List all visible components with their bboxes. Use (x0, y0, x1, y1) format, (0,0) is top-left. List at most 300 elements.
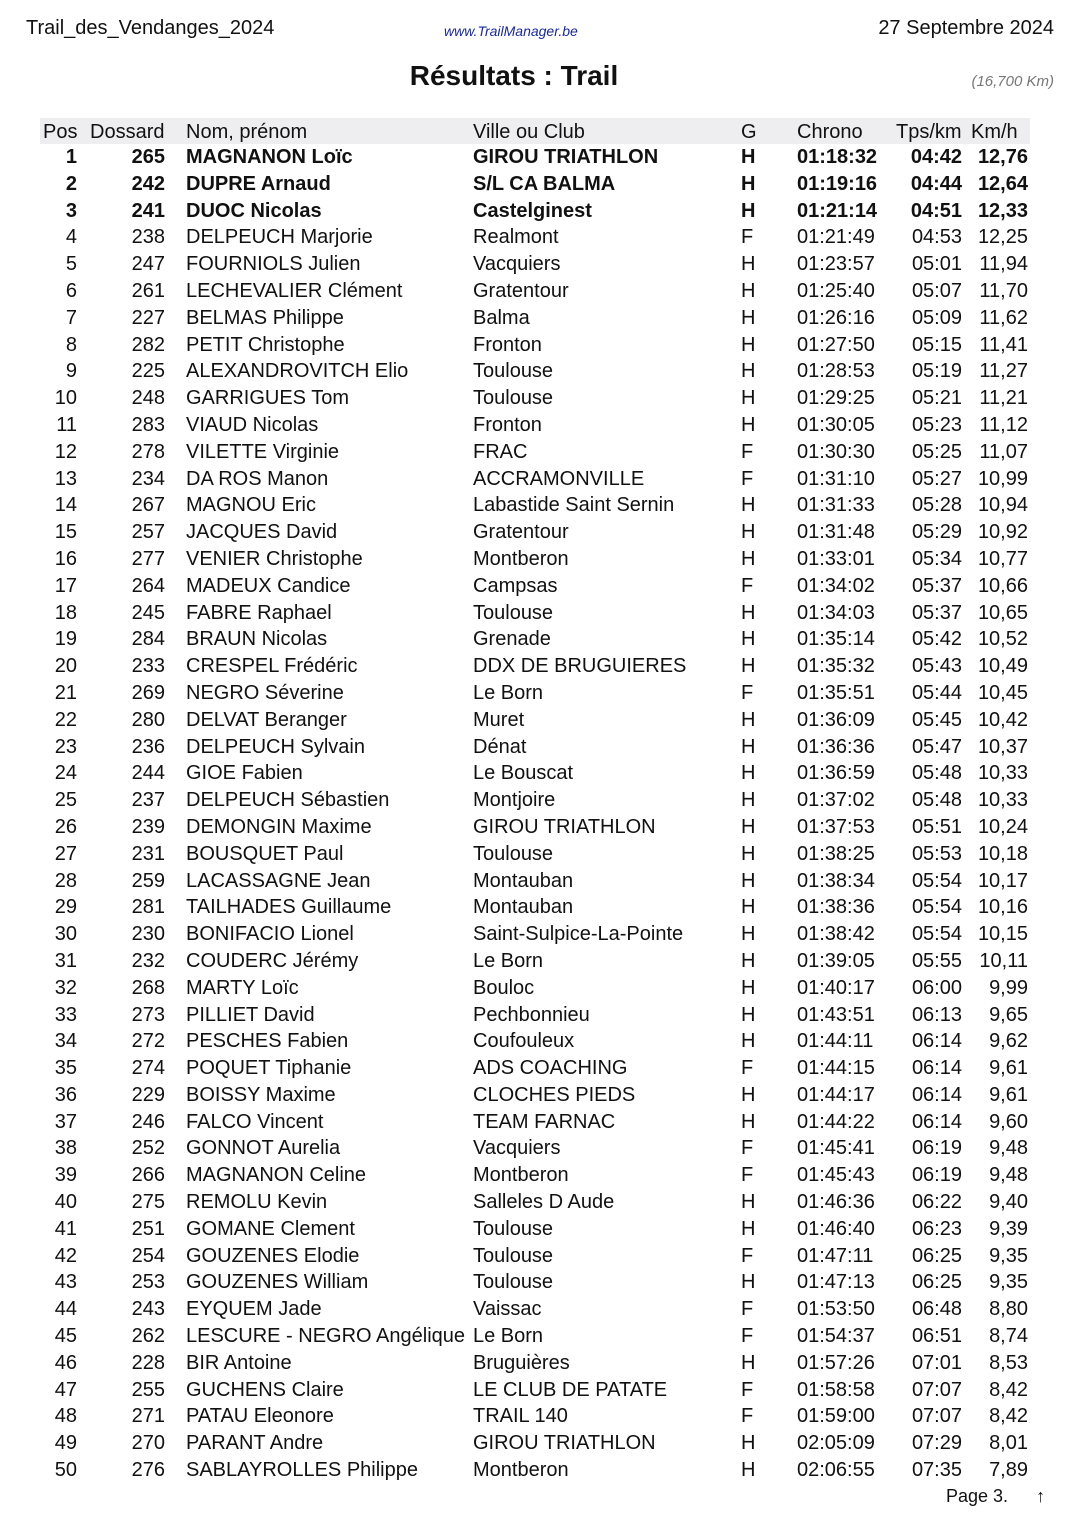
cell-kmh: 8,42 (989, 1405, 1028, 1428)
table-row (40, 1350, 1030, 1377)
table-row (40, 1403, 1030, 1430)
cell-ville: CLOCHES PIEDS (473, 1083, 636, 1106)
cell-dossard: 267 (131, 494, 165, 517)
event-name: Trail_des_Vendanges_2024 (26, 17, 275, 39)
cell-genre: F (741, 1137, 754, 1160)
cell-nom: CRESPEL Frédéric (186, 655, 358, 678)
cell-nom: GUCHENS Claire (186, 1378, 344, 1401)
cell-kmh: 10,45 (977, 681, 1028, 704)
cell-ville: Toulouse (473, 360, 554, 383)
cell-kmh: 10,37 (977, 735, 1028, 758)
cell-dossard: 272 (131, 1030, 165, 1053)
cell-dossard: 242 (131, 172, 165, 195)
table-row (40, 1055, 1030, 1082)
table-row (40, 1243, 1030, 1270)
table-row (40, 1323, 1030, 1350)
cell-nom: GOUZENES William (186, 1271, 369, 1294)
page-number: Page 3. (946, 1486, 1009, 1506)
cell-genre: H (741, 333, 756, 356)
cell-tps-km: 05:09 (911, 306, 962, 329)
cell-tps-km: 05:37 (911, 574, 962, 597)
cell-genre: F (741, 681, 754, 704)
cell-chrono: 01:38:42 (797, 923, 875, 946)
cell-chrono: 01:27:50 (797, 333, 875, 356)
cell-chrono: 01:26:16 (797, 306, 875, 329)
cell-ville: Montberon (473, 1164, 569, 1187)
cell-genre: H (741, 253, 756, 276)
page-title: Résultats : Trail (409, 60, 619, 91)
cell-ville: Montauban (473, 869, 574, 892)
cell-kmh: 10,66 (977, 574, 1028, 597)
cell-dossard: 237 (131, 789, 165, 812)
cell-tps-km: 05:42 (911, 628, 962, 651)
cell-tps-km: 07:29 (911, 1432, 962, 1455)
cell-ville: Campsas (473, 574, 558, 597)
cell-pos: 20 (54, 655, 77, 678)
cell-kmh: 10,92 (977, 521, 1028, 544)
table-row (40, 439, 1030, 466)
cell-ville: Realmont (473, 226, 559, 249)
cell-chrono: 01:44:15 (797, 1057, 875, 1080)
cell-pos: 40 (54, 1191, 77, 1214)
cell-kmh: 9,48 (989, 1164, 1028, 1187)
cell-tps-km: 05:55 (911, 949, 962, 972)
cell-kmh: 9,61 (989, 1057, 1028, 1080)
table-row (40, 198, 1030, 225)
cell-dossard: 243 (131, 1298, 165, 1321)
cell-nom: JACQUES David (186, 521, 338, 544)
cell-pos: 49 (54, 1432, 77, 1455)
table-row (40, 278, 1030, 305)
cell-pos: 1 (65, 146, 77, 168)
table-row (40, 305, 1030, 332)
cell-tps-km: 05:48 (911, 762, 962, 785)
cell-pos: 50 (54, 1459, 77, 1482)
cell-ville: Vaissac (473, 1298, 542, 1321)
table-row (40, 1002, 1030, 1029)
table-row (40, 144, 1030, 171)
cell-chrono: 01:43:51 (797, 1003, 875, 1026)
cell-chrono: 02:06:55 (797, 1459, 875, 1482)
table-row (40, 707, 1030, 734)
cell-ville: Toulouse (473, 1244, 554, 1267)
cell-dossard: 274 (131, 1057, 165, 1080)
cell-nom: PETIT Christophe (186, 333, 345, 356)
cell-ville: LE CLUB DE PATATE (473, 1378, 668, 1401)
cell-chrono: 01:36:59 (797, 762, 875, 785)
cell-kmh: 8,53 (989, 1351, 1028, 1374)
table-row (40, 1162, 1030, 1189)
cell-pos: 45 (54, 1325, 77, 1348)
cell-ville: Gratentour (473, 521, 569, 544)
cell-nom: BRAUN Nicolas (186, 628, 328, 651)
cell-dossard: 236 (131, 735, 165, 758)
cell-nom: PARANT Andre (186, 1432, 324, 1455)
cell-pos: 23 (54, 735, 77, 758)
cell-kmh: 8,42 (989, 1378, 1028, 1401)
cell-pos: 2 (65, 172, 77, 195)
table-row (40, 466, 1030, 493)
cell-pos: 29 (54, 896, 77, 919)
cell-kmh: 10,11 (979, 949, 1028, 972)
cell-kmh: 11,41 (979, 333, 1028, 356)
cell-pos: 5 (65, 253, 77, 276)
cell-ville: Fronton (473, 333, 542, 356)
col-chrono: Chrono (797, 121, 863, 143)
cell-dossard: 281 (131, 896, 165, 919)
col-tps-km: Tps/km (896, 121, 962, 143)
cell-dossard: 245 (131, 601, 165, 624)
cell-nom: LECHEVALIER Clément (186, 279, 403, 302)
cell-tps-km: 06:14 (911, 1083, 962, 1106)
cell-ville: Gratentour (473, 279, 569, 302)
cell-genre: F (741, 1244, 754, 1267)
cell-chrono: 01:19:16 (797, 172, 878, 195)
cell-pos: 11 (56, 413, 77, 436)
race-distance: (16,700 Km) (971, 73, 1054, 90)
table-body (40, 144, 1030, 1484)
cell-genre: H (741, 547, 756, 570)
cell-nom: DUOC Nicolas (186, 199, 322, 222)
cell-ville: Balma (473, 306, 530, 329)
cell-chrono: 01:58:58 (797, 1378, 875, 1401)
cell-ville: Toulouse (473, 1271, 554, 1294)
cell-nom: LACASSAGNE Jean (186, 869, 371, 892)
table-row (40, 734, 1030, 761)
cell-dossard: 227 (131, 306, 165, 329)
cell-tps-km: 07:07 (911, 1378, 962, 1401)
cell-tps-km: 06:13 (911, 1003, 962, 1026)
cell-tps-km: 05:15 (911, 333, 962, 356)
table-row (40, 1109, 1030, 1136)
cell-chrono: 01:31:48 (797, 521, 875, 544)
cell-nom: VENIER Christophe (186, 547, 363, 570)
cell-chrono: 01:38:36 (797, 896, 875, 919)
cell-nom: BONIFACIO Lionel (186, 923, 354, 946)
table-row (40, 948, 1030, 975)
cell-tps-km: 06:51 (911, 1325, 962, 1348)
cell-ville: Pechbonnieu (473, 1003, 590, 1026)
cell-tps-km: 05:34 (911, 547, 962, 570)
cell-chrono: 01:38:34 (797, 869, 875, 892)
cell-nom: MAGNOU Eric (186, 494, 316, 517)
cell-ville: ACCRAMONVILLE (473, 467, 645, 490)
cell-tps-km: 05:28 (911, 494, 962, 517)
cell-dossard: 270 (131, 1432, 165, 1455)
cell-nom: DA ROS Manon (186, 467, 329, 490)
cell-chrono: 01:29:25 (797, 387, 875, 410)
cell-dossard: 277 (131, 547, 165, 570)
cell-chrono: 02:05:09 (797, 1432, 875, 1455)
cell-dossard: 264 (131, 574, 165, 597)
cell-dossard: 278 (131, 440, 165, 463)
table-row (40, 492, 1030, 519)
col-pos: Pos (43, 121, 78, 143)
cell-dossard: 262 (131, 1325, 165, 1348)
cell-genre: H (741, 789, 756, 812)
cell-dossard: 271 (131, 1405, 165, 1428)
cell-kmh: 8,74 (989, 1325, 1028, 1348)
cell-genre: H (741, 949, 756, 972)
cell-chrono: 01:39:05 (797, 949, 875, 972)
cell-genre: H (741, 869, 756, 892)
cell-genre: F (741, 1298, 754, 1321)
cell-tps-km: 05:01 (911, 253, 962, 276)
cell-tps-km: 05:25 (911, 440, 962, 463)
cell-dossard: 244 (131, 762, 165, 785)
cell-kmh: 12,76 (977, 146, 1028, 168)
cell-nom: POQUET Tiphanie (186, 1057, 352, 1080)
cell-genre: F (741, 226, 754, 249)
cell-chrono: 01:37:02 (797, 789, 875, 812)
cell-kmh: 12,64 (977, 172, 1028, 195)
cell-dossard: 232 (131, 949, 165, 972)
cell-nom: MADEUX Candice (186, 574, 351, 597)
cell-ville: Toulouse (473, 387, 554, 410)
cell-chrono: 01:25:40 (797, 279, 875, 302)
cell-ville: Muret (473, 708, 525, 731)
cell-tps-km: 06:25 (911, 1244, 962, 1267)
cell-tps-km: 05:27 (911, 467, 962, 490)
cell-nom: SABLAYROLLES Philippe (186, 1459, 418, 1482)
cell-nom: MAGNANON Loïc (186, 146, 353, 168)
table-row (40, 1216, 1030, 1243)
cell-pos: 19 (54, 628, 77, 651)
cell-ville: Montberon (473, 1459, 569, 1482)
results-table (40, 118, 1030, 1484)
cell-nom: PATAU Eleonore (186, 1405, 334, 1428)
arrow-up-icon[interactable]: ↑ (1036, 1486, 1046, 1506)
table-row (40, 358, 1030, 385)
cell-kmh: 8,80 (989, 1298, 1028, 1321)
col-kmh: Km/h (971, 121, 1018, 143)
cell-kmh: 10,15 (977, 923, 1028, 946)
cell-ville: Coufouleux (473, 1030, 575, 1053)
cell-nom: REMOLU Kevin (186, 1191, 328, 1214)
cell-pos: 7 (65, 306, 77, 329)
cell-genre: H (741, 655, 756, 678)
cell-genre: H (741, 360, 756, 383)
cell-nom: BIR Antoine (186, 1351, 292, 1374)
cell-kmh: 11,12 (979, 413, 1028, 436)
cell-chrono: 01:31:10 (797, 467, 875, 490)
table-row (40, 921, 1030, 948)
table-row (40, 1430, 1030, 1457)
table-row (40, 412, 1030, 439)
cell-ville: Vacquiers (473, 1137, 561, 1160)
cell-chrono: 01:33:01 (797, 547, 875, 570)
cell-nom: TAILHADES Guillaume (186, 896, 392, 919)
cell-genre: H (741, 172, 756, 195)
site-link[interactable]: www.TrailManager.be (444, 23, 578, 39)
cell-chrono: 01:54:37 (797, 1325, 875, 1348)
cell-nom: PILLIET David (186, 1003, 315, 1026)
cell-tps-km: 06:14 (911, 1057, 962, 1080)
cell-kmh: 10,18 (977, 842, 1028, 865)
cell-genre: F (741, 1164, 754, 1187)
cell-tps-km: 05:29 (911, 521, 962, 544)
cell-tps-km: 07:35 (911, 1459, 962, 1482)
cell-genre: H (741, 708, 756, 731)
cell-dossard: 255 (131, 1378, 165, 1401)
cell-ville: TRAIL 140 (473, 1405, 568, 1428)
cell-tps-km: 04:51 (910, 199, 962, 222)
cell-nom: LESCURE - NEGRO Angélique (186, 1325, 466, 1348)
cell-nom: ALEXANDROVITCH Elio (186, 360, 409, 383)
cell-pos: 28 (54, 869, 77, 892)
table-header (40, 118, 1030, 144)
cell-chrono: 01:31:33 (797, 494, 875, 517)
cell-dossard: 230 (131, 923, 165, 946)
cell-dossard: 229 (131, 1083, 165, 1106)
table-row (40, 1189, 1030, 1216)
cell-genre: H (741, 1432, 756, 1455)
cell-genre: H (741, 896, 756, 919)
cell-pos: 43 (54, 1271, 77, 1294)
cell-nom: DUPRE Arnaud (186, 172, 331, 195)
cell-genre: H (741, 1003, 756, 1026)
cell-kmh: 9,62 (989, 1030, 1028, 1053)
cell-genre: F (741, 1378, 754, 1401)
cell-genre: H (741, 1217, 756, 1240)
cell-nom: VILETTE Virginie (186, 440, 340, 463)
cell-kmh: 10,16 (977, 896, 1028, 919)
cell-dossard: 261 (131, 279, 165, 302)
cell-dossard: 284 (131, 628, 165, 651)
table-row (40, 1135, 1030, 1162)
table-row (40, 626, 1030, 653)
cell-chrono: 01:35:14 (797, 628, 875, 651)
cell-genre: F (741, 440, 754, 463)
cell-chrono: 01:35:32 (797, 655, 875, 678)
cell-ville: Montberon (473, 547, 569, 570)
cell-genre: H (741, 279, 756, 302)
cell-pos: 8 (65, 333, 77, 356)
cell-tps-km: 05:51 (911, 815, 962, 838)
cell-kmh: 11,94 (979, 253, 1028, 276)
table-row (40, 171, 1030, 198)
cell-dossard: 234 (131, 467, 165, 490)
table-row (40, 1296, 1030, 1323)
cell-chrono: 01:21:14 (797, 199, 878, 222)
cell-nom: BOUSQUET Paul (186, 842, 344, 865)
cell-pos: 48 (54, 1405, 77, 1428)
cell-kmh: 12,33 (977, 199, 1028, 222)
cell-pos: 44 (54, 1298, 77, 1321)
table-row (40, 251, 1030, 278)
col-nom: Nom, prénom (186, 121, 308, 143)
table-row (40, 868, 1030, 895)
cell-chrono: 01:40:17 (797, 976, 875, 999)
cell-chrono: 01:30:05 (797, 413, 875, 436)
cell-tps-km: 05:19 (911, 360, 962, 383)
cell-kmh: 9,65 (989, 1003, 1028, 1026)
cell-pos: 33 (54, 1003, 77, 1026)
cell-nom: BELMAS Philippe (186, 306, 344, 329)
cell-pos: 35 (54, 1057, 77, 1080)
cell-tps-km: 06:00 (911, 976, 962, 999)
cell-tps-km: 06:23 (911, 1217, 962, 1240)
cell-kmh: 10,94 (977, 494, 1028, 517)
cell-pos: 15 (54, 521, 77, 544)
cell-dossard: 252 (131, 1137, 165, 1160)
cell-kmh: 11,21 (979, 387, 1028, 410)
cell-pos: 39 (54, 1164, 77, 1187)
cell-tps-km: 05:07 (911, 279, 962, 302)
table-row (40, 814, 1030, 841)
cell-pos: 24 (54, 762, 77, 785)
cell-tps-km: 05:54 (911, 923, 962, 946)
cell-chrono: 01:21:49 (797, 226, 875, 249)
cell-genre: F (741, 1057, 754, 1080)
cell-ville: Salleles D Aude (473, 1191, 615, 1214)
cell-kmh: 7,89 (989, 1459, 1028, 1482)
cell-kmh: 10,49 (977, 655, 1028, 678)
cell-ville: Le Bouscat (473, 762, 574, 785)
cell-tps-km: 05:47 (911, 735, 962, 758)
table-row (40, 600, 1030, 627)
cell-genre: H (741, 306, 756, 329)
cell-tps-km: 06:22 (911, 1191, 962, 1214)
cell-pos: 9 (65, 360, 77, 383)
cell-nom: DEMONGIN Maxime (186, 815, 372, 838)
cell-nom: GIOE Fabien (186, 762, 303, 785)
cell-tps-km: 05:21 (911, 387, 962, 410)
cell-chrono: 01:45:43 (797, 1164, 875, 1187)
cell-nom: DELVAT Beranger (186, 708, 347, 731)
cell-genre: H (741, 1110, 756, 1133)
cell-ville: Toulouse (473, 842, 554, 865)
cell-chrono: 01:37:53 (797, 815, 875, 838)
cell-pos: 4 (65, 226, 77, 249)
cell-ville: Toulouse (473, 1217, 554, 1240)
cell-pos: 46 (54, 1351, 77, 1374)
cell-ville: TEAM FARNAC (473, 1110, 616, 1133)
cell-dossard: 231 (131, 842, 165, 865)
cell-ville: Le Born (473, 1325, 544, 1348)
table-row (40, 1377, 1030, 1404)
cell-pos: 37 (54, 1110, 77, 1133)
cell-genre: H (741, 1083, 756, 1106)
cell-dossard: 246 (131, 1110, 165, 1133)
cell-tps-km: 07:07 (911, 1405, 962, 1428)
cell-dossard: 266 (131, 1164, 165, 1187)
cell-nom: GOMANE Clement (186, 1217, 355, 1240)
cell-tps-km: 05:54 (911, 896, 962, 919)
cell-genre: H (741, 387, 756, 410)
cell-pos: 36 (54, 1083, 77, 1106)
cell-chrono: 01:30:30 (797, 440, 875, 463)
cell-nom: DELPEUCH Sylvain (186, 735, 365, 758)
cell-kmh: 11,62 (979, 306, 1028, 329)
cell-tps-km: 05:43 (911, 655, 962, 678)
cell-tps-km: 06:14 (911, 1110, 962, 1133)
table-row (40, 841, 1030, 868)
cell-chrono: 01:59:00 (797, 1405, 875, 1428)
event-date: 27 Septembre 2024 (878, 17, 1054, 39)
cell-pos: 16 (54, 547, 77, 570)
cell-nom: FABRE Raphael (186, 601, 332, 624)
cell-chrono: 01:23:57 (797, 253, 875, 276)
cell-ville: Grenade (473, 628, 551, 651)
cell-genre: H (741, 735, 756, 758)
cell-genre: F (741, 467, 754, 490)
cell-tps-km: 05:23 (911, 413, 962, 436)
cell-kmh: 10,99 (977, 467, 1028, 490)
cell-chrono: 01:57:26 (797, 1351, 875, 1374)
cell-pos: 32 (54, 976, 77, 999)
cell-dossard: 265 (131, 146, 165, 168)
